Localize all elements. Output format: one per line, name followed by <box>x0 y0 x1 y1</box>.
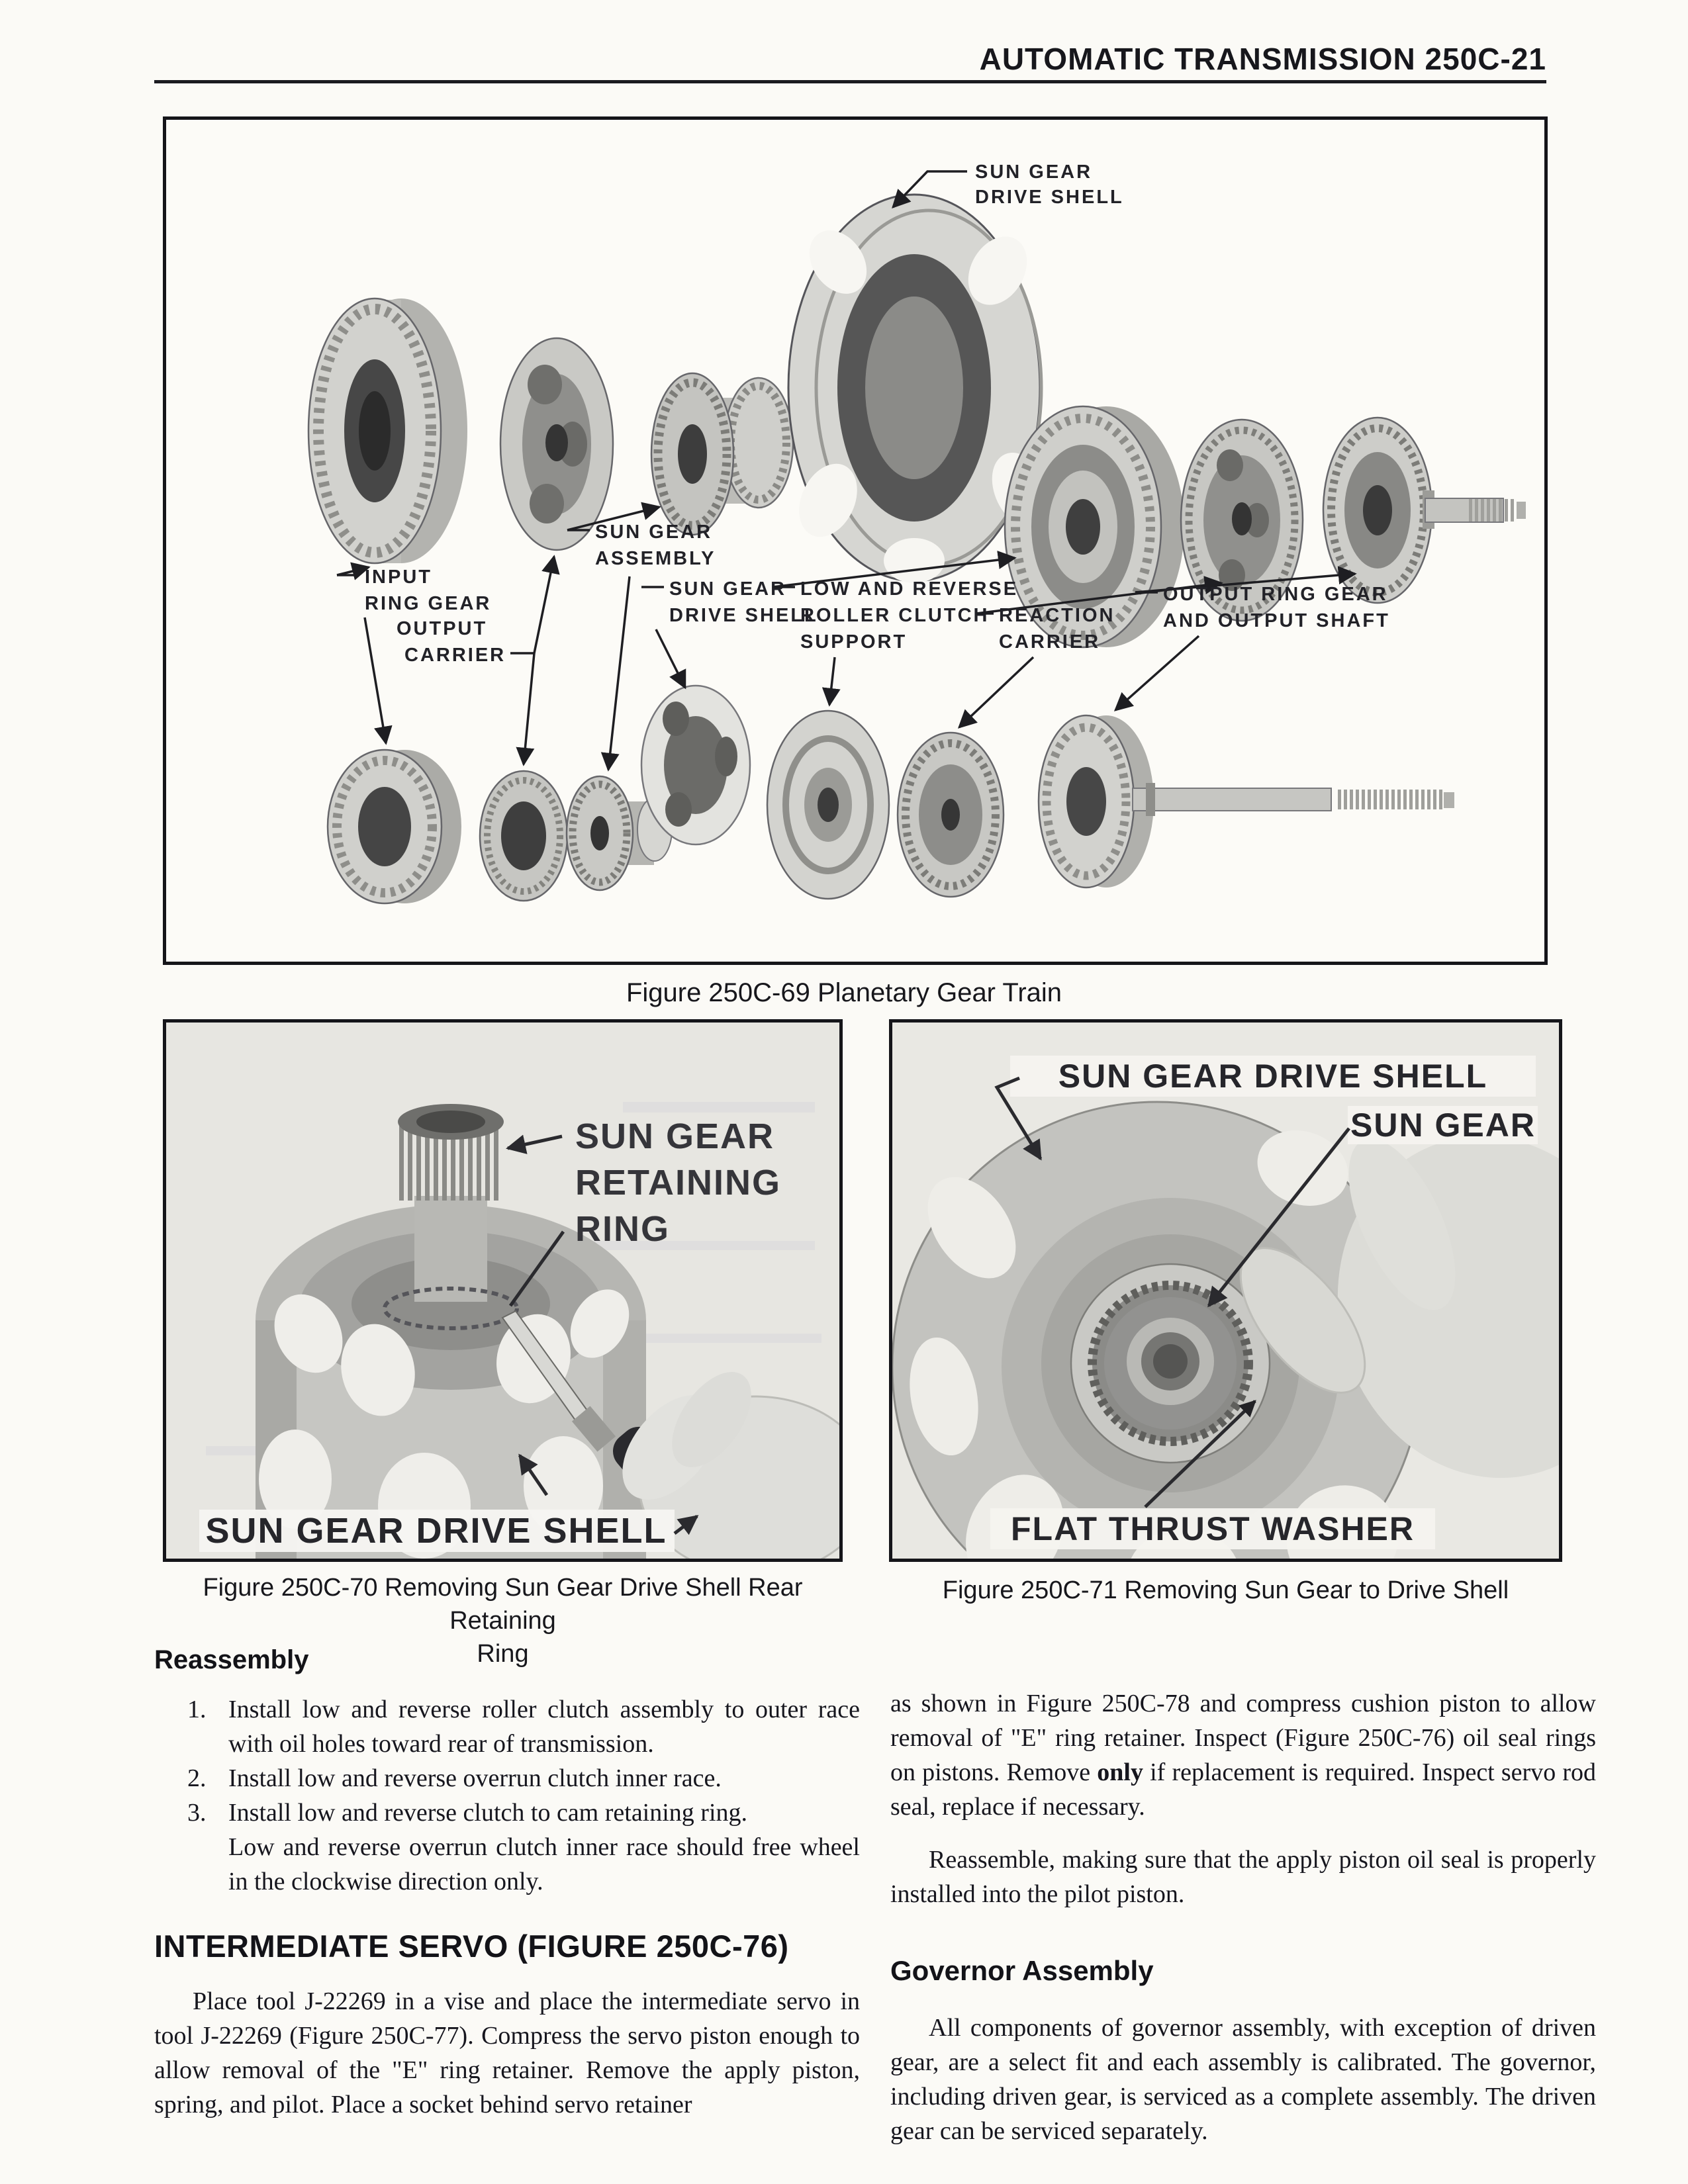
label-text: SUN GEAR <box>1350 1107 1536 1144</box>
part-output-carrier <box>500 338 613 550</box>
label-text: SUN GEAR DRIVE SHELL <box>1058 1058 1488 1095</box>
list-item <box>154 1796 860 1830</box>
label-text: SUN GEAR <box>975 161 1093 183</box>
part-output-carrier-drum <box>328 750 461 903</box>
label-text: CARRIER <box>404 645 506 666</box>
caption-line: Ring <box>477 1640 529 1668</box>
list-item <box>154 1692 860 1761</box>
label-output-carrier <box>397 557 554 764</box>
label-text: REACTION <box>999 605 1115 626</box>
part-support-disc <box>767 711 889 899</box>
photo-removing-retaining-ring <box>166 1023 839 1559</box>
part-sun-gear-assembly <box>651 373 793 535</box>
part-output-shaft-assembly <box>1039 715 1454 887</box>
figure-250c-69 <box>163 116 1548 965</box>
header-rule <box>154 80 1546 83</box>
part-input-ring-gear <box>308 298 467 563</box>
figure-71-caption: Figure 250C-71 Removing Sun Gear to Drive Shell <box>942 1576 1509 1604</box>
caption-line: Figure 250C-70 Removing Sun Gear Drive Shell Rear Retaining <box>203 1574 803 1635</box>
photo-removing-sun-gear <box>892 1023 1559 1559</box>
part-reaction-carrier-gear <box>898 733 1004 897</box>
page-header: AUTOMATIC TRANSMISSION 250C-21 <box>979 42 1546 76</box>
part-drive-shell-bottom <box>641 686 750 844</box>
left-column <box>154 1645 860 2122</box>
step-text: Install low and reverse overrun clutch inner race. <box>228 1764 722 1792</box>
right-column <box>890 1645 1596 2148</box>
label-text: RING <box>575 1209 670 1249</box>
step-number: 1. <box>187 1696 207 1723</box>
label-text: ASSEMBLY <box>595 548 716 569</box>
label-text: SUN GEAR <box>575 1116 775 1156</box>
governor-assembly-paragraph: All components of governor assembly, with exception of driven gear, are a select fit and each assembly is calibrated. The governor, including driven gear, is serviced as a complete assembly. The driven gear can be serviced separately. <box>890 2014 1596 2145</box>
paragraph-text: as shown in Figure 250C-78 and compress cushion piston to allow removal of "E" ring retainer. Inspect (Figure 250C-76) oil seal rings on pistons. Remove <box>890 1690 1596 1786</box>
label-text: OUTPUT <box>397 618 488 639</box>
figure-69-caption: Figure 250C-69 Planetary Gear Train <box>626 978 1062 1007</box>
label-text: FLAT THRUST WASHER <box>1010 1510 1415 1547</box>
reassembly-heading: Reassembly <box>154 1645 309 1674</box>
reassemble-paragraph: Reassemble, making sure that the apply piston oil seal is properly installed into the pilot piston. <box>890 1846 1596 1908</box>
planetary-gear-train-diagram <box>166 120 1544 962</box>
label-text: RING GEAR <box>365 593 492 614</box>
label-text: OUTPUT RING GEAR <box>1163 584 1388 605</box>
label-low-reverse-roller-clutch-support <box>773 558 1018 705</box>
list-item <box>154 1761 860 1796</box>
step-text: Install low and reverse clutch to cam retaining ring. <box>228 1799 748 1827</box>
figure-250c-70 <box>163 1019 843 1562</box>
emphasis-only: only <box>1097 1758 1143 1786</box>
label-text: LOW AND REVERSE <box>800 578 1019 600</box>
step-text: Install low and reverse roller clutch assembly to outer race with oil holes toward rear of transmission. <box>228 1696 860 1758</box>
label-text: DRIVE SHELL <box>669 605 818 626</box>
governor-assembly-heading: Governor Assembly <box>890 1955 1154 1986</box>
servo-continued-paragraph <box>890 1686 1596 1824</box>
step-number: 3. <box>187 1799 207 1827</box>
label-sun-gear-drive-shell-lower <box>641 578 818 688</box>
step-number: 2. <box>187 1764 207 1792</box>
step-note: Low and reverse overrun clutch inner race should free wheel in the clockwise direction only. <box>228 1833 860 1895</box>
sun-gear-face <box>1092 1285 1248 1441</box>
label-text: CARRIER <box>999 631 1101 653</box>
label-text: SUN GEAR DRIVE SHELL <box>205 1511 667 1551</box>
intermediate-servo-paragraph: Place tool J-22269 in a vise and place the intermediate servo in tool J-22269 (Figure 250C-77). Compress the servo piston enough to allow removal of the "E" ring retainer. Remove the apply piston, spring, and pilot. Place a socket behind servo retainer <box>154 1987 860 2118</box>
label-text: AND OUTPUT SHAFT <box>1163 610 1390 631</box>
label-text: SUN GEAR <box>669 578 787 600</box>
intermediate-servo-heading: INTERMEDIATE SERVO (FIGURE 250C-76) <box>154 1929 789 1964</box>
label-text: INPUT <box>365 567 432 588</box>
label-text: DRIVE SHELL <box>975 187 1124 208</box>
label-text: ROLLER CLUTCH <box>800 605 990 626</box>
label-text: RETAINING <box>575 1163 781 1203</box>
part-output-ring-gear-and-shaft <box>1323 418 1526 603</box>
label-text: SUPPORT <box>800 631 908 653</box>
label-text: SUN GEAR <box>595 522 713 543</box>
figure-250c-71 <box>889 1019 1562 1562</box>
part-small-ring-gear <box>480 771 567 901</box>
paragraph-text: if replacement is required. Inspect servo rod seal, replace if necessary. <box>890 1758 1596 1821</box>
